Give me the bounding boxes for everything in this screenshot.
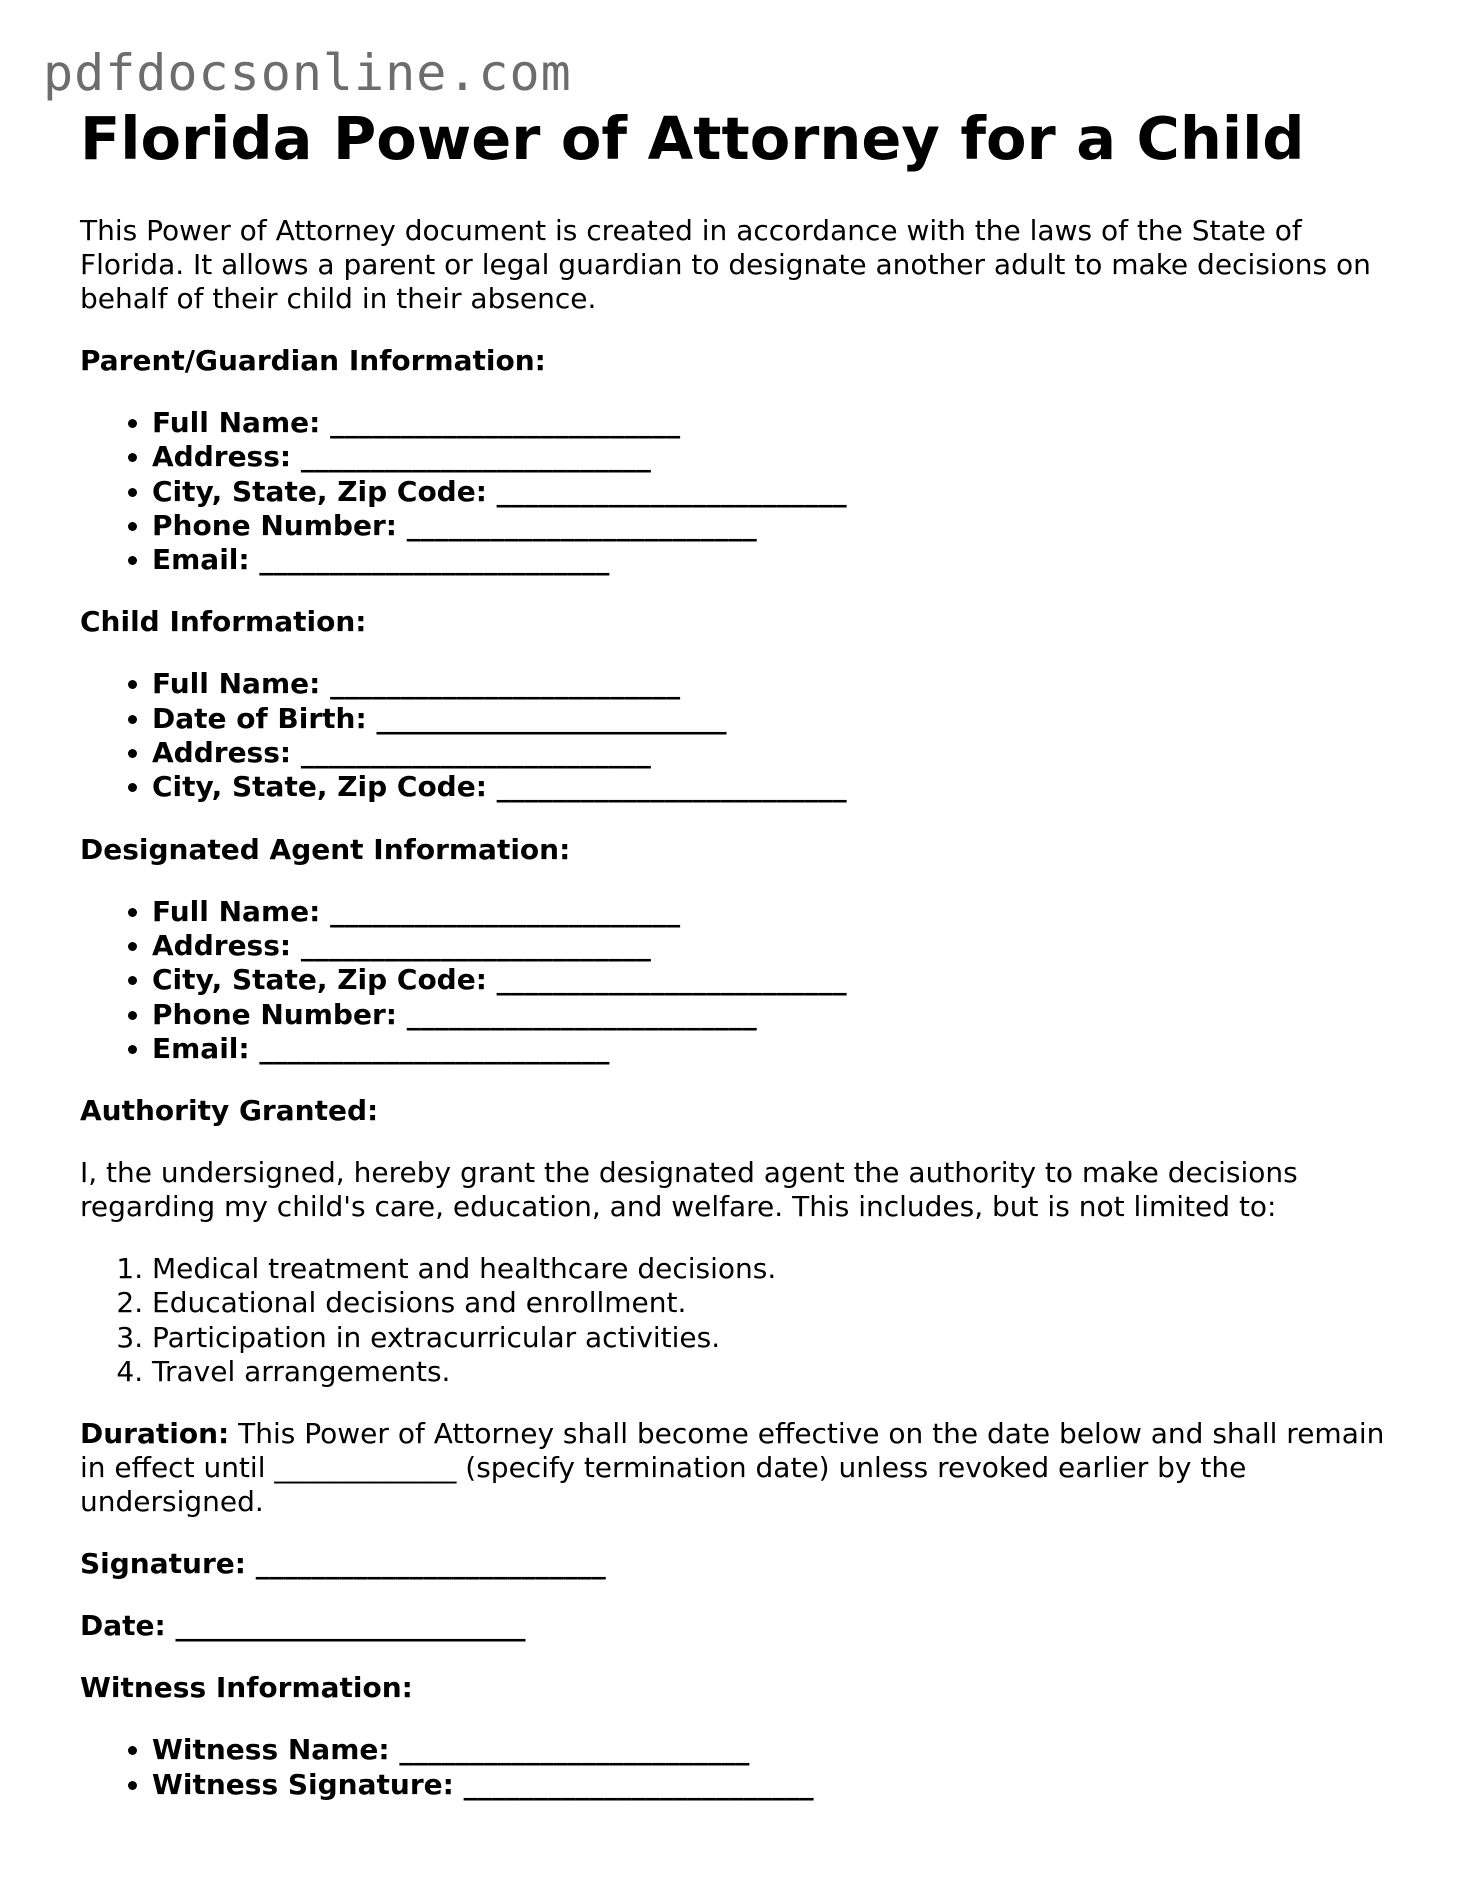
agent-info-fields bbox=[80, 895, 1410, 1066]
duration-paragraph: Duration: This Power of Attorney shall become effective on the date below and shall remain in effect until _____________ (specify termination date) unless revoked earlier by the undersigned. bbox=[80, 1417, 1385, 1519]
agent-info-heading: Designated Agent Information: bbox=[80, 832, 571, 866]
child-address-blank[interactable]: _________________________ bbox=[300, 736, 651, 770]
parent-address-field: • Address: _________________________ bbox=[152, 440, 1410, 474]
page-title: Florida Power of Attorney for a Child bbox=[80, 104, 1305, 173]
authority-item: 4. Travel arrangements. bbox=[152, 1355, 1410, 1389]
parent-guardian-fields bbox=[80, 406, 1410, 577]
date-blank[interactable]: _________________________ bbox=[175, 1609, 526, 1643]
parent-phone-blank[interactable]: _________________________ bbox=[406, 508, 757, 542]
agent-city-state-zip-blank[interactable]: _________________________ bbox=[496, 963, 847, 997]
agent-city-state-zip-field: • City, State, Zip Code: _________________________ bbox=[152, 963, 1410, 997]
authority-item: 1. Medical treatment and healthcare decisions. bbox=[152, 1252, 1410, 1286]
parent-phone-field: • Phone Number: _________________________ bbox=[152, 509, 1410, 543]
authority-item: 3. Participation in extracurricular activities. bbox=[152, 1321, 1410, 1355]
agent-address-blank[interactable]: _________________________ bbox=[300, 928, 651, 962]
parent-full-name-blank[interactable]: _________________________ bbox=[330, 406, 681, 439]
child-info-heading: Child Information: bbox=[80, 605, 367, 639]
parent-guardian-heading: Parent/Guardian Information: bbox=[80, 344, 546, 377]
parent-full-name-field: • Full Name: _________________________ bbox=[152, 406, 1410, 440]
agent-phone-field: • Phone Number: _________________________ bbox=[152, 998, 1410, 1032]
intro-paragraph: This Power of Attorney document is created in accordance with the laws of the State of Florida. It allows a parent or legal guardian to designate another adult to make decisions on behalf of their child in their absence. bbox=[80, 214, 1371, 315]
child-dob-blank[interactable]: _________________________ bbox=[376, 701, 727, 735]
agent-full-name-blank[interactable]: _________________________ bbox=[330, 894, 681, 928]
witness-signature-blank[interactable]: _________________________ bbox=[463, 1767, 814, 1801]
signature-line: Signature: _________________________ bbox=[80, 1547, 606, 1581]
witness-signature-field: • Witness Signature: _________________________ bbox=[152, 1768, 1410, 1802]
signature-blank[interactable]: _________________________ bbox=[255, 1547, 606, 1581]
child-info-fields bbox=[80, 667, 1410, 804]
duration-label: Duration: bbox=[80, 1417, 230, 1451]
date-line: Date: _________________________ bbox=[80, 1609, 526, 1643]
agent-email-blank[interactable]: _________________________ bbox=[259, 1031, 610, 1065]
agent-email-field: • Email: _________________________ bbox=[152, 1032, 1410, 1066]
parent-city-state-zip-blank[interactable]: _________________________ bbox=[496, 474, 847, 508]
watermark: pdfdocsonline.com bbox=[43, 44, 572, 102]
agent-address-field: • Address: _________________________ bbox=[152, 929, 1410, 963]
witness-heading: Witness Information: bbox=[80, 1671, 413, 1705]
witness-fields bbox=[80, 1733, 1410, 1802]
witness-name-blank[interactable]: _________________________ bbox=[399, 1733, 750, 1767]
agent-full-name-field: • Full Name: _________________________ bbox=[152, 895, 1410, 929]
parent-city-state-zip-field: • City, State, Zip Code: _________________________ bbox=[152, 475, 1410, 509]
parent-email-field: • Email: _________________________ bbox=[152, 543, 1410, 577]
child-address-field: • Address: _________________________ bbox=[152, 736, 1410, 770]
agent-phone-blank[interactable]: _________________________ bbox=[406, 997, 757, 1031]
authority-paragraph: I, the undersigned, hereby grant the designated agent the authority to make decisions regarding my child's care, education, and welfare. This includes, but is not limited to: bbox=[80, 1156, 1298, 1224]
witness-name-field: • Witness Name: _________________________ bbox=[152, 1733, 1410, 1767]
authority-heading: Authority Granted: bbox=[80, 1094, 379, 1128]
parent-email-blank[interactable]: _________________________ bbox=[259, 543, 610, 577]
authority-list bbox=[80, 1252, 1410, 1389]
parent-address-blank[interactable]: _________________________ bbox=[300, 440, 651, 474]
child-full-name-blank[interactable]: _________________________ bbox=[330, 667, 681, 701]
child-dob-field: • Date of Birth: _________________________ bbox=[152, 702, 1410, 736]
termination-date-blank[interactable]: _____________ bbox=[274, 1451, 457, 1485]
child-city-state-zip-field: • City, State, Zip Code: _________________________ bbox=[152, 770, 1410, 804]
document-page bbox=[80, 104, 1410, 1830]
child-city-state-zip-blank[interactable]: _________________________ bbox=[496, 770, 847, 804]
child-full-name-field: • Full Name: _________________________ bbox=[152, 667, 1410, 701]
authority-item: 2. Educational decisions and enrollment. bbox=[152, 1286, 1410, 1320]
